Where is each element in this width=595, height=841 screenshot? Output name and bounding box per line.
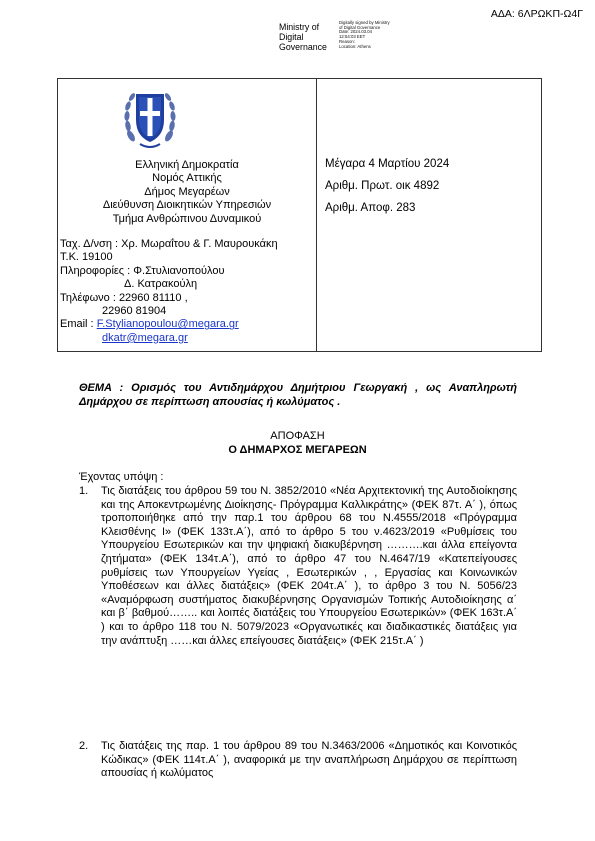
ministry-line: Digital <box>279 32 304 42</box>
document-meta <box>325 158 449 224</box>
protocol-number: Αριθμ. Πρωτ. οικ 4892 <box>325 180 440 192</box>
header-divider <box>316 78 317 352</box>
signature-line: of Digital Governance <box>339 24 381 30</box>
digital-signature <box>339 21 390 49</box>
phone-line-2: 22960 81904 <box>102 305 167 318</box>
signature-line: 12:54:03 EET <box>339 34 366 40</box>
ministry-line: Governance <box>279 42 327 52</box>
ministry-line: Ministry of <box>279 22 320 32</box>
list-item-number: 1. <box>79 485 89 497</box>
email-label: Email : <box>60 318 97 331</box>
authority-line: Δήμος Μεγαρέων <box>144 185 230 198</box>
ada-code: ΑΔΑ: 6ΛΡΩΚΠ-Ω4Γ <box>490 8 583 20</box>
authority-line: Ελληνική Δημοκρατία <box>135 159 239 171</box>
signature-line: Location: Athens <box>339 43 371 49</box>
list-item-text: Τις διατάξεις του άρθρου 59 του Ν. 3852/2010 «Νέα Αρχιτεκτονική της Αυτοδιοίκησης και της Αποκεντρωμένης Διοίκησης- Πρόγραμμα Καλλικράτης» (ΦΕΚ 87τ. Α΄ ), όπως τροποποιήθηκε από την παρ.1 του άρθρου 68 του Ν.4555/2018 «Πρόγραμμα Κλεισθένης Ι» (ΦΕΚ 133τ.Α΄), από το άρθρο 5 του ν.4623/2019 «Ρυθμίσεις του Υπουργείου Εσωτερικών και την ψηφιακή διακυβέρνηση ……….και άλλα επείγοντα ζητήματα» (ΦΕΚ 134τ.Α΄), από το άρθρο 47 του Ν.4647/19 «Κατεπείγουσες ρυθμίσεις των Υπουργείων Υγείας , Εσωτερικών , , Εργασίας και Κοινωνικών Υποθέσεων και άλλες διατάξεις» (ΦΕΚ 204τ.Α΄ ), το άρθρο 3 του Ν. 5056/23 «Αναμόρφωση συστήματος διακυβέρνησης Οργανισμών Τοπικής Αυτοδιοίκησης α΄ και β΄ βαθμού…….. και λοιπές διατάξεις του Υπουργείου Εσωτερικών» (ΦΕΚ 163τ.Α΄ ) και το άρθρο 118 του Ν. 5079/2023 «Οργανωτικές και διαδικαστικές διατάξεις για την ανάπτυξη ……και άλλες επείγουσες διατάξεις» (ΦΕΚ 215τ.Α΄ ) <box>101 485 517 647</box>
authority-line: Διεύθυνση Διοικητικών Υπηρεσιών <box>102 199 272 212</box>
email-line <box>60 318 314 331</box>
signature-line: Date: 2024.03.04 <box>339 29 372 35</box>
list-item <box>79 485 517 648</box>
list-item <box>79 740 517 781</box>
authority-line: Τμήμα Ανθρώπινου Δυναμικού <box>112 212 262 225</box>
contact-block <box>60 238 314 345</box>
list-item-text: Τις διατάξεις της παρ. 1 του άρθρου 89 του Ν.3463/2006 «Δημοτικός και Κοινοτικός Κώδικας» (ΦΕΚ 114τ.Α΄ ), αναφορικά με την αναπλήρωση Δημάρχου σε περίπτωση απουσίας ή κωλύματος <box>101 740 517 780</box>
signature-line: Reason: <box>339 38 356 44</box>
postal-code: Τ.Κ. 19100 <box>60 251 113 264</box>
signature-line: Digitally signed by Ministry <box>339 20 390 25</box>
subject: ΘΕΜΑ : Ορισμός του Αντιδημάρχου Δημήτριου Γεωργακή , ως Αναπληρωτή Δημάρχου σε περίπτωση απουσίας ή κωλύματος . <box>79 382 517 408</box>
email-link-2[interactable]: dkatr@megara.gr <box>102 331 188 344</box>
decision-number: Αριθμ. Αποφ. 283 <box>325 202 416 214</box>
email-link-1[interactable]: F.Stylianopoulou@megara.gr <box>96 318 239 331</box>
list-item-number: 2. <box>79 740 89 752</box>
email-line-2 <box>60 332 314 345</box>
greek-coat-of-arms-icon <box>122 84 178 152</box>
authority-line: Νομός Αττικής <box>152 172 222 185</box>
info-line-2: Δ. Κατρακούλη <box>124 278 198 291</box>
mayor-title: Ο ΔΗΜΑΡΧΟΣ ΜΕΓΑΡΕΩΝ <box>228 444 367 456</box>
document-date: Μέγαρα 4 Μαρτίου 2024 <box>325 158 450 170</box>
authority-block <box>60 159 314 226</box>
decision-title: ΑΠΟΦΑΣΗ <box>270 430 325 442</box>
phone-line: Τηλέφωνο : 22960 81110 , <box>60 291 188 304</box>
address-line: Ταχ. Δ/νση : Χρ. Μωραΐτου & Γ. Μαυρουκάκη <box>60 238 278 250</box>
info-line: Πληροφορίες : Φ.Στυλιανοπούλου <box>60 264 225 277</box>
intro-text: Έχοντας υπόψη : <box>79 471 164 483</box>
ministry-label <box>279 22 339 52</box>
